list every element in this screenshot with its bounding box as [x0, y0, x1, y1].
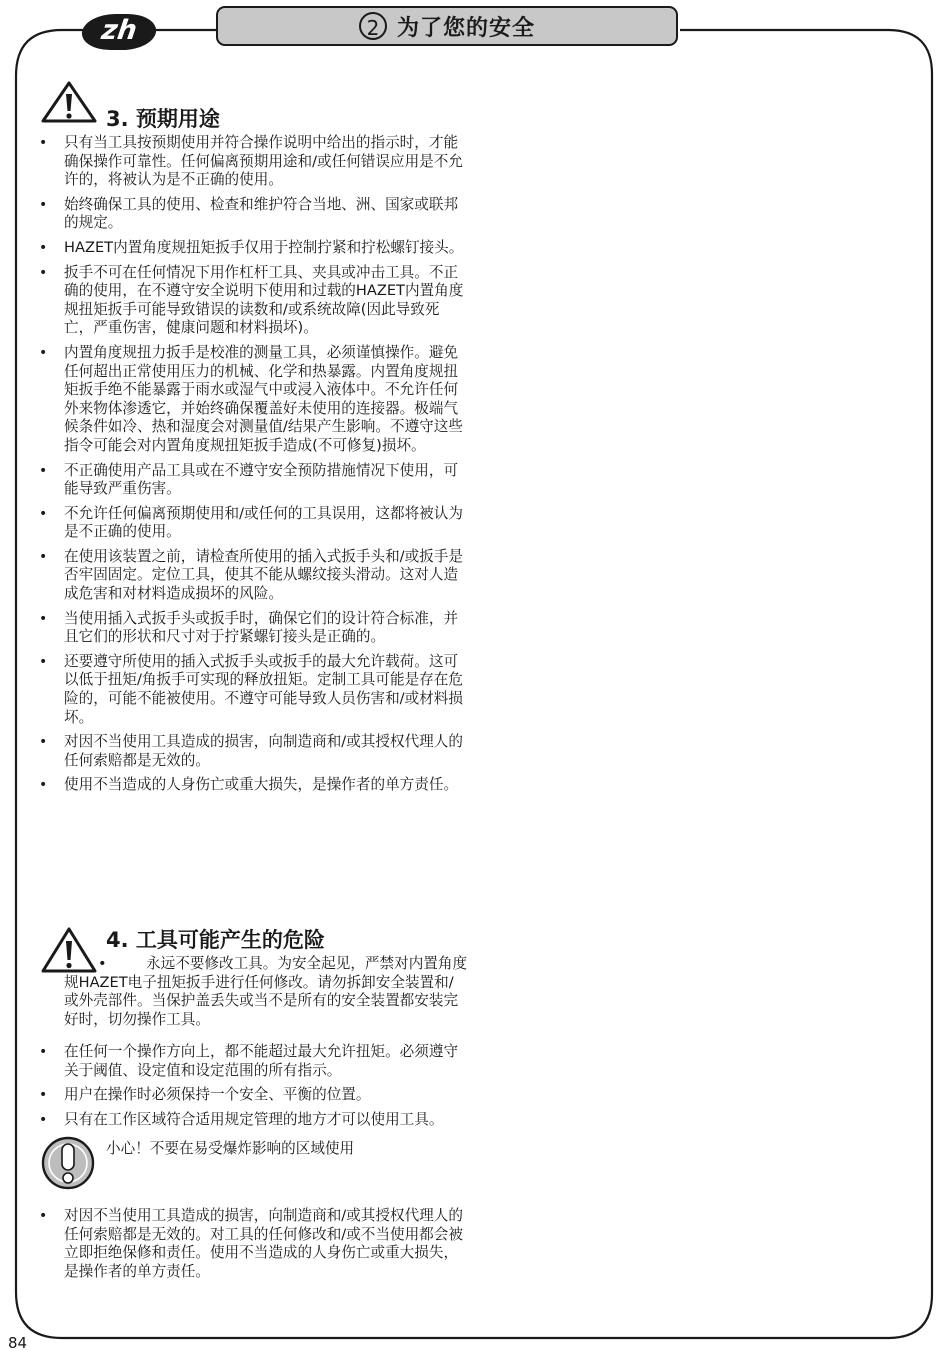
caution-exclamation-icon — [40, 1135, 96, 1191]
list-item: • 不允许任何偏离预期使用和/或任何的工具误用，这都将被认为是不正确的使用。 — [39, 504, 463, 541]
section-4-first-item: • 永远不要修改工具。为安全起见，严禁对内置角度规HAZET电子扭矩扳手进行任何修改。请勿拆卸安全装置和/或外壳部件。当保护盖丢失或当不是所有的安全装置都安装完好时，切勿操作工具。 — [64, 955, 468, 1028]
caution-text: 小心！不要在易受爆炸影响的区域使用 — [106, 1140, 355, 1157]
list-item-text: 永远不要修改工具。为安全起见，严禁对内置角度规HAZET电子扭矩扳手进行任何修改。请勿拆卸安全装置和/或外壳部件。当保护盖丢失或当不是所有的安全装置都安装完好时，切勿操作工具。 — [64, 955, 468, 1028]
list-item: • 只有在工作区域符合适用规定管理的地方才可以使用工具。 — [39, 1110, 444, 1128]
section-number: 2 — [359, 12, 387, 40]
list-item: • 在任何一个操作方向上，都不能超过最大允许扭矩。必须遵守关于阈值、设定值和设定范围的所有指示。 — [39, 1043, 459, 1079]
list-item: • 只有当工具按预期使用并符合操作说明中给出的指示时，才能确保操作可靠性。任何偏离预期用途和/或任何错误应用是不允许的，将被认为是不正确的使用。 — [39, 134, 463, 189]
list-item: • 对因不当使用工具造成的损害，向制造商和/或其授权代理人的任何索赔都是无效的。对工具的任何修改和/或不当使用都会被立即拒绝保修和责任。使用不当造成的人身伤亡或重大损失，是操作者的单方责任。 — [39, 1207, 463, 1280]
list-item: • 不正确使用产品工具或在不遵守安全预防措施情况下使用，可能导致严重伤害。 — [39, 461, 459, 498]
section-4-final-list — [36, 1207, 468, 1287]
list-item: • 始终确保工具的使用、检查和维护符合当地、洲、国家或联邦的规定。 — [39, 195, 459, 232]
list-item: • 用户在操作时必须保持一个安全、平衡的位置。 — [39, 1086, 371, 1104]
list-item: • HAZET内置角度规扭矩扳手仅用于控制拧紧和拧松螺钉接头。 — [39, 238, 464, 256]
section-4-title: 4. 工具可能产生的危险 — [106, 928, 325, 952]
page-number: 84 — [8, 1334, 28, 1352]
list-item: • 内置角度规扭力扳手是校准的测量工具，必须谨慎操作。避免任何超出正常使用压力的机械、化学和热暴露。内置角度规扭矩扳手绝不能暴露于雨水或湿气中或浸入液体中。不允许任何外来物体渗透它，并始终确保覆盖好未使用的连接器。极端气候条件如冷、热和湿度会对测量值/结果产生影响。不遵守这些指令可能会对内置角度规扭矩扳手造成(不可修复)损坏。 — [39, 343, 463, 454]
list-item: • 对因不当使用工具造成的损害，向制造商和/或其授权代理人的任何索赔都是无效的。 — [39, 733, 463, 769]
list-item: • 扳手不可在任何情况下用作杠杆工具、夹具或冲击工具。不正确的使用，在不遵守安全说明下使用和过载的HAZET内置角度规扭矩扳手可能导致错误的读数和/或系统故障(因此导致死亡，严重伤害，健康问题和材料损坏)。 — [39, 263, 464, 337]
page-header — [216, 6, 678, 46]
list-item: • 使用不当造成的人身伤亡或重大损失，是操作者的单方责任。 — [39, 776, 459, 794]
list-item: • 当使用插入式扳手头或扳手时，确保它们的设计符合标准，并且它们的形状和尺寸对于拧紧螺钉接头是正确的。 — [39, 609, 459, 646]
language-badge: zh — [79, 14, 158, 50]
warning-triangle-icon — [40, 80, 98, 124]
list-item: • 还要遵守所使用的插入式扳手头或扳手的最大允许载荷。这可以低于扭矩/角扳手可实现的释放扭矩。定制工具可能是存在危险的，可能不能被使用。不遵守可能导致人员伤害和/或材料损坏。 — [39, 652, 463, 726]
section-4-list — [36, 1043, 468, 1135]
list-item: • 在使用该装置之前，请检查所使用的插入式扳手头和/或扳手是否牢固固定。定位工具，使其不能从螺纹接头滑动。这对人造成危害和对材料造成损坏的风险。 — [39, 547, 463, 603]
section-3-title: 3. 预期用途 — [106, 107, 220, 131]
page-title: 为了您的安全 — [396, 15, 535, 41]
section-3-list — [36, 134, 468, 801]
